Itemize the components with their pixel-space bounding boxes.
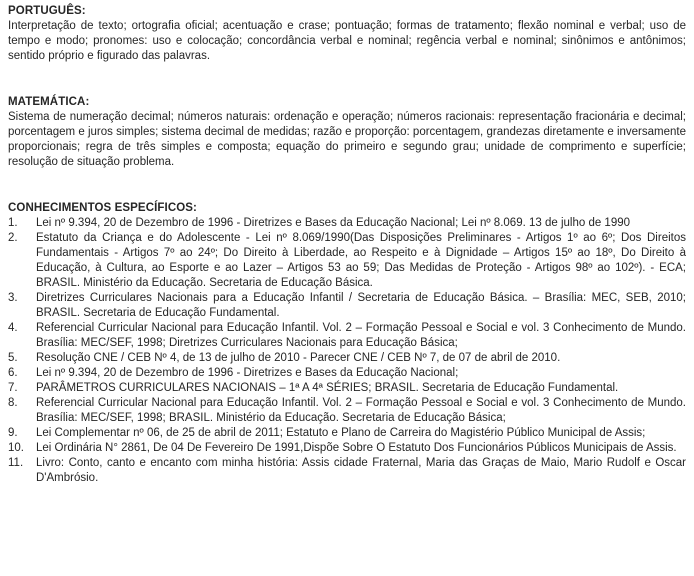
- list-item: [8, 351, 686, 366]
- list-item-text: Lei Ordinária N° 2861, De 04 De Fevereiro De 1991,Dispõe Sobre O Estatuto Dos Funcionários Públicos Municipais de Assis.: [36, 442, 677, 454]
- list-item: [8, 321, 686, 351]
- list-item-text: Lei nº 9.394, 20 de Dezembro de 1996 - Diretrizes e Bases da Educação Nacional; Lei nº 8.069. 13 de julho de 1990: [36, 217, 631, 229]
- list-item-text: Referencial Curricular Nacional para Educação Infantil. Vol. 2 – Formação Pessoal e Social e vol. 3 Conhecimento de Mundo. Brasília: MEC/SEF, 1998; BRASIL. Ministério da Educação. Secretaria de Educação Básica;: [36, 397, 686, 424]
- list-item: [8, 441, 686, 456]
- portugues-heading: PORTUGUÊS:: [8, 5, 86, 17]
- portugues-body: Interpretação de texto; ortografia oficial; acentuação e crase; pontuação; formas de tratamento; flexão nominal e verbal; uso de tempo e modo; pronomes: uso e colocação; concordância verbal e nominal; regência verbal e nominal; sinônimos e antônimos; sentido próprio e figurado das palavras.: [8, 20, 686, 62]
- section-portugues: [8, 4, 686, 64]
- list-item-number: 8.: [8, 397, 18, 409]
- matematica-body: Sistema de numeração decimal; números naturais: ordenação e operação; números racionais: representação fracionária e decimal; porcentagem e juros simples; sistema decimal de medidas; razão e proporção: porcentagem, grandezas diretamente e inversamente proporcionais; regra de três simples e composta; equação do primeiro e segundo grau; unidade de comprimento e superfície; resolução de situação problema.: [8, 111, 686, 168]
- list-item-number: 6.: [8, 367, 18, 379]
- section-matematica: [8, 95, 686, 170]
- list-item: [8, 231, 686, 291]
- list-item: [8, 216, 686, 231]
- list-item: [8, 426, 686, 441]
- list-item-text: Referencial Curricular Nacional para Educação Infantil. Vol. 2 – Formação Pessoal e Social e vol. 3 Conhecimento de Mundo. Brasília: MEC/SEF, 1998; Diretrizes Curriculares Nacionais para Educação Básica;: [36, 322, 686, 349]
- list-item-number: 1.: [8, 217, 18, 229]
- list-item-text: Lei nº 9.394, 20 de Dezembro de 1996 - Diretrizes e Bases da Educação Nacional;: [36, 367, 459, 379]
- list-item-text: Lei Complementar nº 06, de 25 de abril de 2011; Estatuto e Plano de Carreira do Magistério Público Municipal de Assis;: [36, 427, 646, 439]
- list-item-text: Resolução CNE / CEB Nº 4, de 13 de julho de 2010 - Parecer CNE / CEB Nº 7, de 07 de abril de 2010.: [36, 352, 561, 364]
- conhecimentos-especificos-list: [8, 216, 686, 486]
- list-item-text: Diretrizes Curriculares Nacionais para a Educação Infantil / Secretaria de Educação Básica. – Brasília: MEC, SEB, 2010; BRASIL. Secretaria de Educação Fundamental.: [36, 292, 686, 319]
- list-item: [8, 366, 686, 381]
- list-item-text: Livro: Conto, canto e encanto com minha história: Assis cidade Fraternal, Maria das Graças de Maio, Mario Rudolf e Oscar D'Ambrósio.: [36, 457, 686, 484]
- section-conhecimentos-especificos: [8, 201, 686, 486]
- list-item-number: 5.: [8, 352, 18, 364]
- list-item-number: 7.: [8, 382, 18, 394]
- list-item-number: 11.: [8, 457, 24, 469]
- list-item-text: Estatuto da Criança e do Adolescente - Lei nº 8.069/1990(Das Disposições Preliminares - Artigos 1º ao 6º; Dos Direitos Fundamentais - Artigos 7º ao 24º; Do Direito à Liberdade, ao Respeito e à Dignidade – Artigos 15º ao 18º, Do Direito à Educação, à Cultura, ao Esporte e ao Lazer – Artigos 53 ao 59; Das Medidas de Proteção - Artigos 98º ao 102º). - ECA; BRASIL. Ministério da Educação. Secretaria de Educação Básica.: [36, 232, 686, 289]
- list-item-text: PARÂMETROS CURRICULARES NACIONAIS – 1ª A 4ª SÉRIES; BRASIL. Secretaria de Educação Fundamental.: [36, 382, 619, 394]
- conhecimentos-especificos-heading: CONHECIMENTOS ESPECÍFICOS:: [8, 202, 197, 214]
- list-item-number: 2.: [8, 232, 18, 244]
- list-item: [8, 456, 686, 486]
- matematica-heading: MATEMÁTICA:: [8, 96, 90, 108]
- list-item-number: 3.: [8, 292, 18, 304]
- list-item: [8, 396, 686, 426]
- list-item-number: 4.: [8, 322, 18, 334]
- list-item: [8, 291, 686, 321]
- list-item-number: 9.: [8, 427, 18, 439]
- list-item-number: 10.: [8, 442, 24, 454]
- list-item: [8, 381, 686, 396]
